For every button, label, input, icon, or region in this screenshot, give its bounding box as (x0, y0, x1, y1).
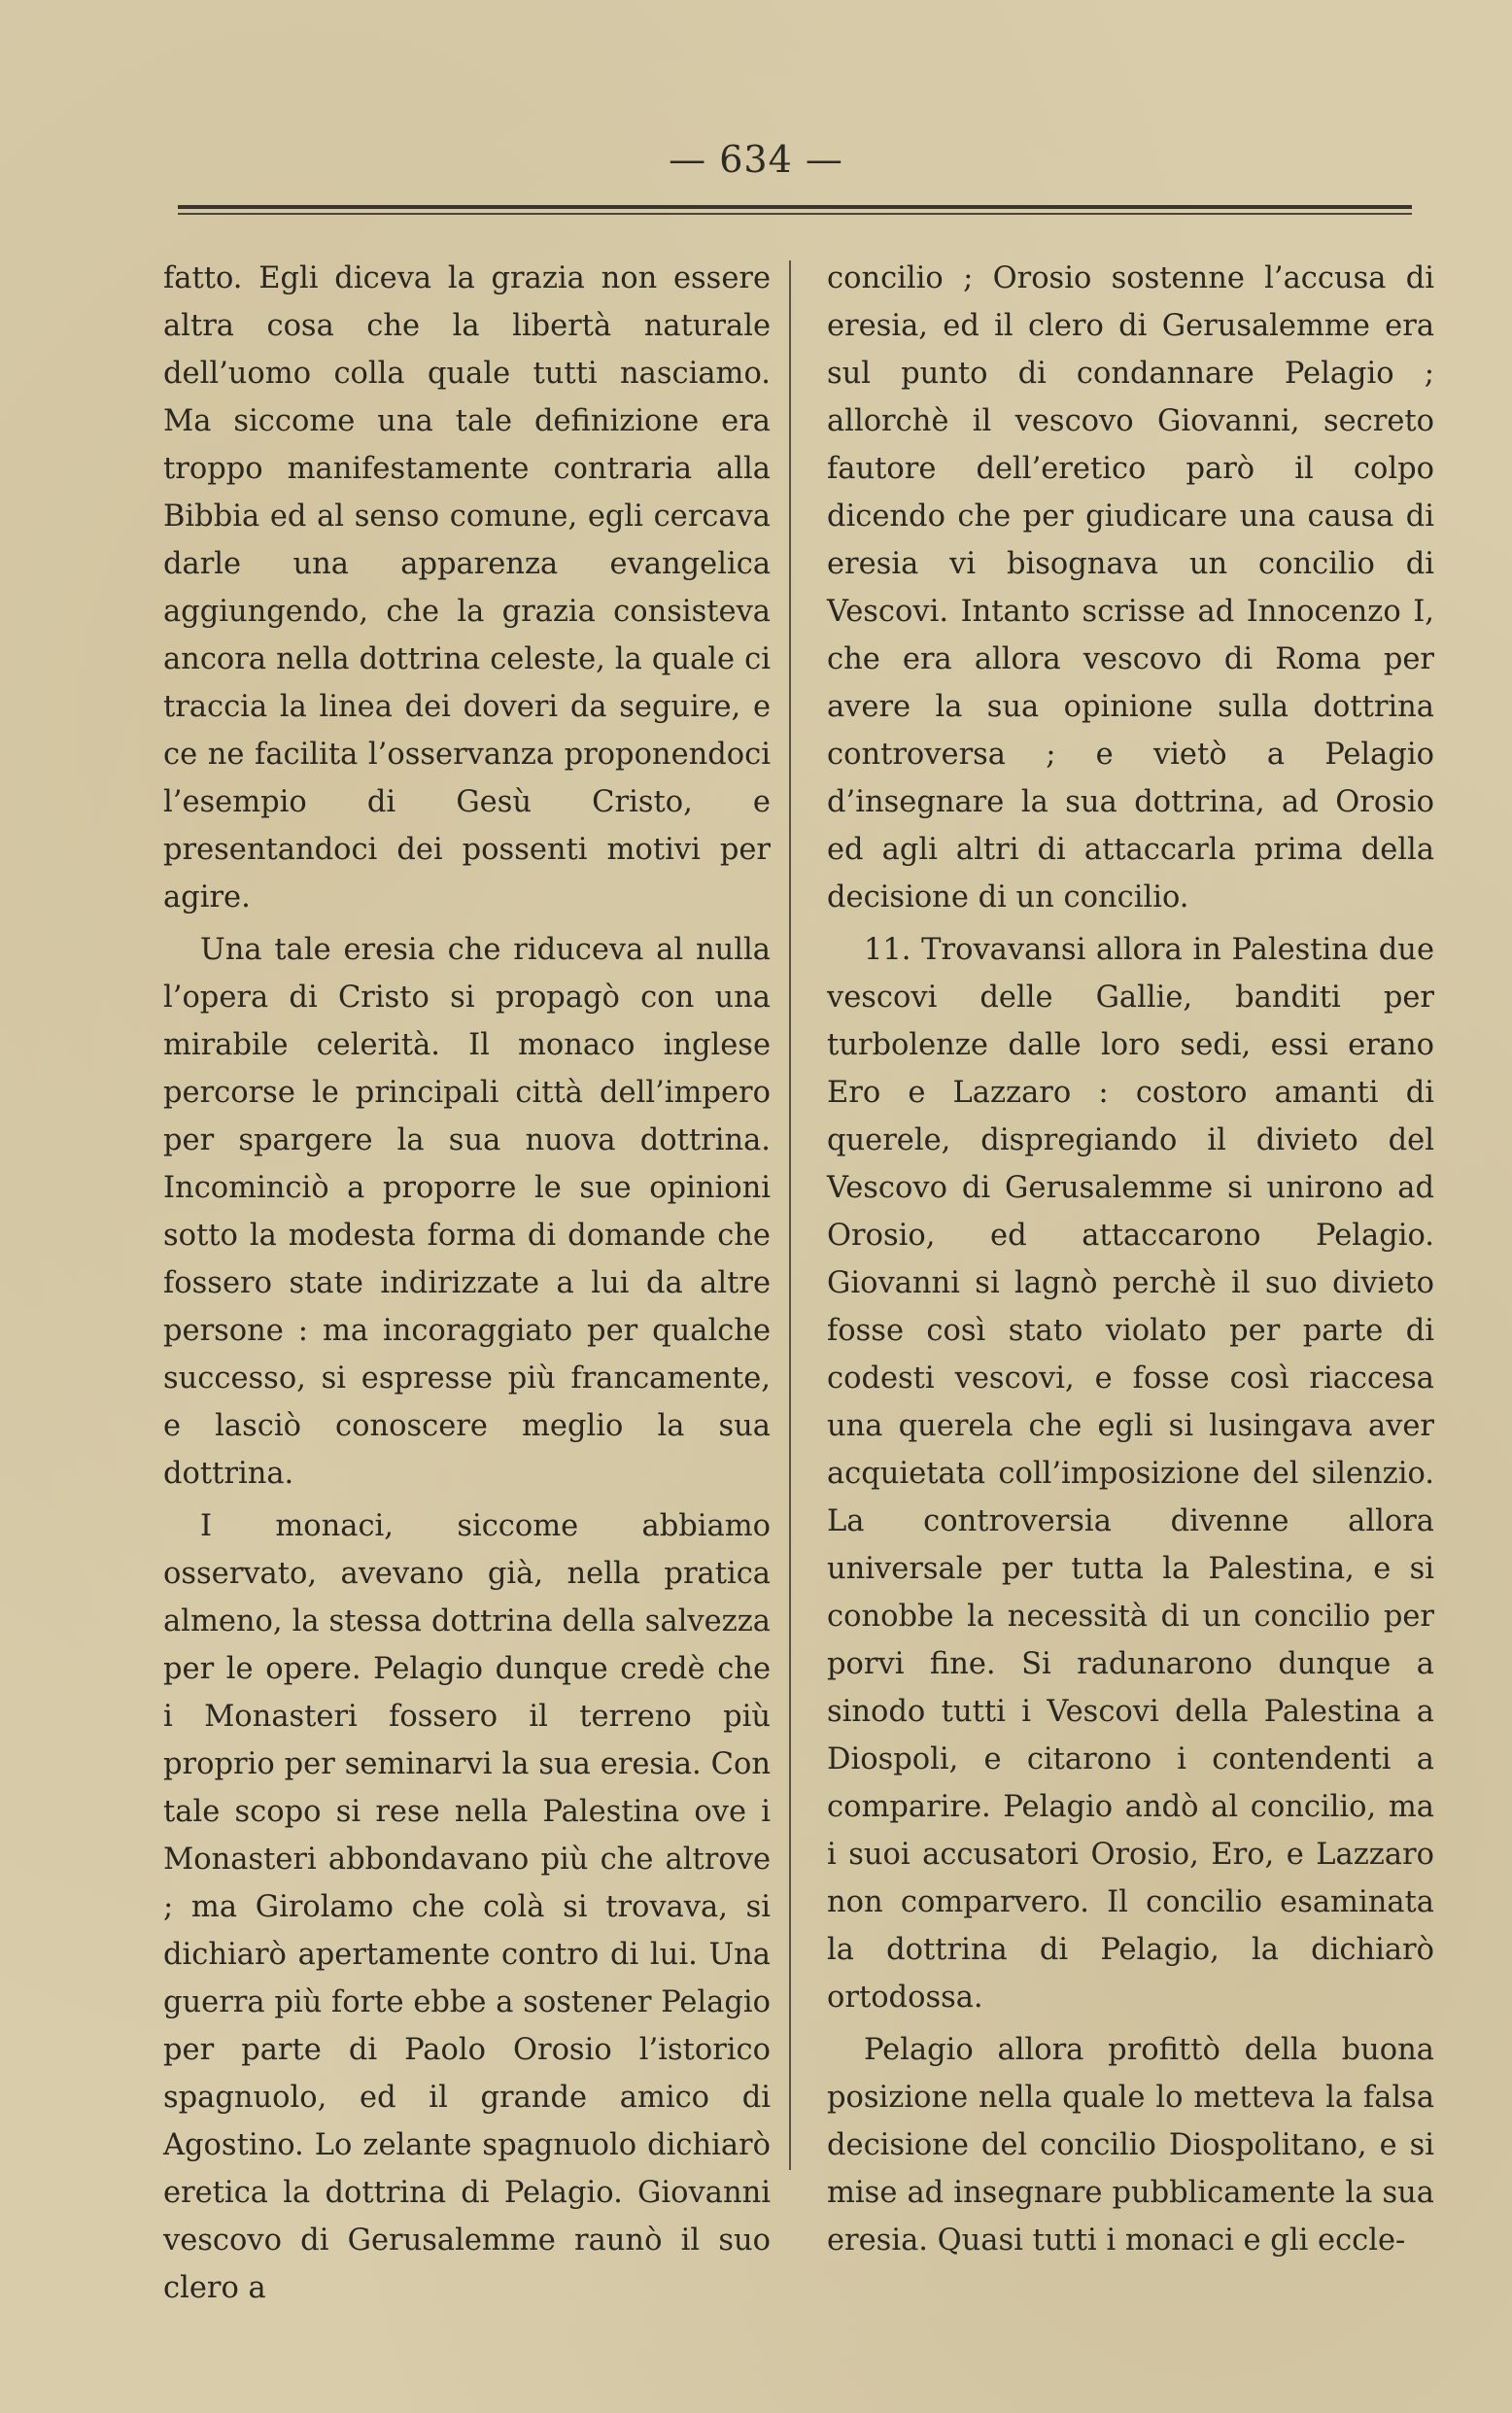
page-number: — 634 — (669, 138, 843, 181)
header-rule-thick (178, 205, 1412, 209)
left-column (163, 255, 771, 2312)
header-rule-thin (178, 213, 1412, 215)
paragraph: fatto. Egli diceva la grazia non essere altra cosa che la libertà naturale dell’uomo colla quale tutti nasciamo. Ma siccome una tale definizione era troppo manifestamente contraria alla Bibbia ed al senso comune, egli cercava darle una apparenza evangelica aggiungendo, che la grazia consisteva ancora nella dottrina celeste, la quale ci traccia la linea dei doveri da seguire, e ce ne facilita l’osservanza proponendoci l’esempio di Gesù Cristo, e presentandoci dei possenti motivi per agire. (163, 261, 771, 914)
paragraph: 11. Trovavansi allora in Palestina due vescovi delle Gallie, banditi per turbolenze dalle loro sedi, essi erano Ero e Lazzaro : costoro amanti di querele, dispregiando il divieto del Vescovo di Gerusalemme si unirono ad Orosio, ed attaccarono Pelagio. Giovanni si lagnò perchè il suo divieto fosse così stato violato per parte di codesti vescovi, e fosse così riaccesa una querela che egli si lusingava aver acquietata coll’imposizione del silenzio. La controversia divenne allora universale per tutta la Palestina, e si conobbe la necessità di un concilio per porvi fine. Si radunarono dunque a sinodo tutti i Vescovi della Palestina a Diospoli, e citarono i contendenti a comparire. Pelagio andò al concilio, ma i suoi accusatori Orosio, Ero, e Lazzaro non comparvero. Il concilio esaminata la dottrina di Pelagio, la dichiarò ortodossa. (827, 933, 1434, 2015)
paragraph: concilio ; Orosio sostenne l’accusa di eresia, ed il clero di Gerusalemme era sul punto di condannare Pelagio ; allorchè il vescovo Giovanni, secreto fautore dell’eretico parò il colpo dicendo che per giudicare una causa di eresia vi bisognava un concilio di Vescovi. Intanto scrisse ad Innocenzo I, che era allora vescovo di Roma per avere la sua opinione sulla dottrina controversa ; e vietò a Pelagio d’insegnare la sua dottrina, ad Orosio ed agli altri di attaccarla prima della decisione di un concilio. (827, 261, 1434, 914)
paragraph: I monaci, siccome abbiamo osservato, avevano già, nella pratica almeno, la stessa dottrina della salvezza per le opere. Pelagio dunque credè che i Monasteri fossero il terreno più proprio per seminarvi la sua eresia. Con tale scopo si rese nella Palestina ove i Monasteri abbondavano più che altrove ; ma Girolamo che colà si trovava, si dichiarò apertamente contro di lui. Una guerra più forte ebbe a sostener Pelagio per parte di Paolo Orosio l’istorico spagnuolo, ed il grande amico di Agostino. Lo zelante spagnuolo dichiarò eretica la dottrina di Pelagio. Giovanni vescovo di Gerusalemme raunò il suo clero a (163, 1509, 771, 2305)
right-column (827, 255, 1434, 2264)
column-divider (789, 260, 791, 2170)
paragraph: Una tale eresia che riduceva al nulla l’opera di Cristo si propagò con una mirabile celerità. Il monaco inglese percorse le principali città dell’impero per spargere la sua nuova dottrina. Incominciò a proporre le sue opinioni sotto la modesta forma di domande che fossero state indirizzate a lui da altre persone : ma incoraggiato per qualche successo, si espresse più francamente, e lasciò conoscere meglio la sua dottrina. (163, 933, 771, 1491)
header-rule (178, 203, 1412, 217)
paragraph: Pelagio allora profittò della buona posizione nella quale lo metteva la falsa decisione del concilio Diospolitano, e si mise ad insegnare pubblicamente la sua eresia. Quasi tutti i monaci e gli eccle- (827, 2033, 1434, 2258)
